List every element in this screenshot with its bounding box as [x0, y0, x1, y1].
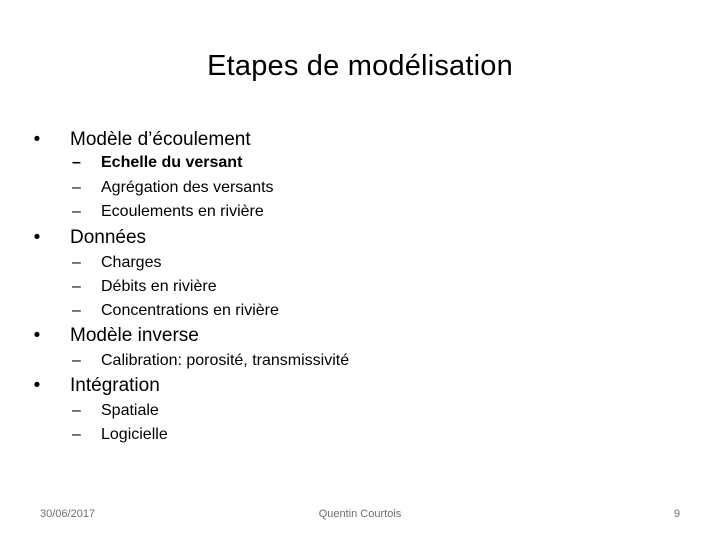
bullet-icon: •	[33, 375, 41, 396]
list-item	[72, 178, 274, 198]
list-item-text: Ecoulements en rivière	[101, 203, 264, 220]
section-label: Modèle inverse	[70, 325, 199, 346]
list-item	[72, 202, 264, 222]
section-label: Données	[70, 227, 147, 248]
bullet-icon: •	[33, 129, 41, 150]
list-item	[72, 253, 162, 273]
dash-icon: –	[72, 278, 81, 295]
list-item	[72, 401, 159, 421]
dash-icon: –	[72, 426, 81, 443]
dash-icon: –	[72, 203, 81, 220]
bullet-icon: •	[33, 325, 41, 346]
list-item	[72, 301, 279, 321]
list-item	[72, 425, 168, 445]
list-item-text: Débits en rivière	[101, 278, 217, 295]
section-modele-ecoulement	[33, 128, 251, 152]
list-item-text: Calibration: porosité, transmissivité	[101, 352, 350, 369]
dash-icon: –	[72, 302, 81, 319]
list-item	[72, 153, 243, 173]
footer-author: Quentin Courtois	[318, 508, 402, 520]
footer-date: 30/06/2017	[40, 508, 96, 520]
list-item	[72, 277, 217, 297]
dash-icon: –	[72, 179, 81, 196]
dash-icon: –	[72, 154, 81, 171]
list-item-text: Logicielle	[101, 426, 168, 443]
list-item-text: Spatiale	[101, 402, 159, 419]
list-item-text: Charges	[101, 254, 162, 271]
section-label: Intégration	[70, 375, 160, 396]
list-item-text: Concentrations en rivière	[101, 302, 279, 319]
section-label: Modèle d’écoulement	[70, 129, 251, 150]
list-item-text: Echelle du versant	[101, 154, 243, 171]
section-donnees	[33, 226, 147, 250]
bullet-icon: •	[33, 227, 41, 248]
list-item	[72, 351, 350, 371]
dash-icon: –	[72, 352, 81, 369]
dash-icon: –	[72, 254, 81, 271]
section-modele-inverse	[33, 324, 199, 348]
footer-page-number: 9	[673, 508, 680, 520]
dash-icon: –	[72, 402, 81, 419]
section-integration	[33, 374, 160, 398]
slide-title: Etapes de modélisation	[207, 50, 513, 82]
list-item-text: Agrégation des versants	[101, 179, 274, 196]
